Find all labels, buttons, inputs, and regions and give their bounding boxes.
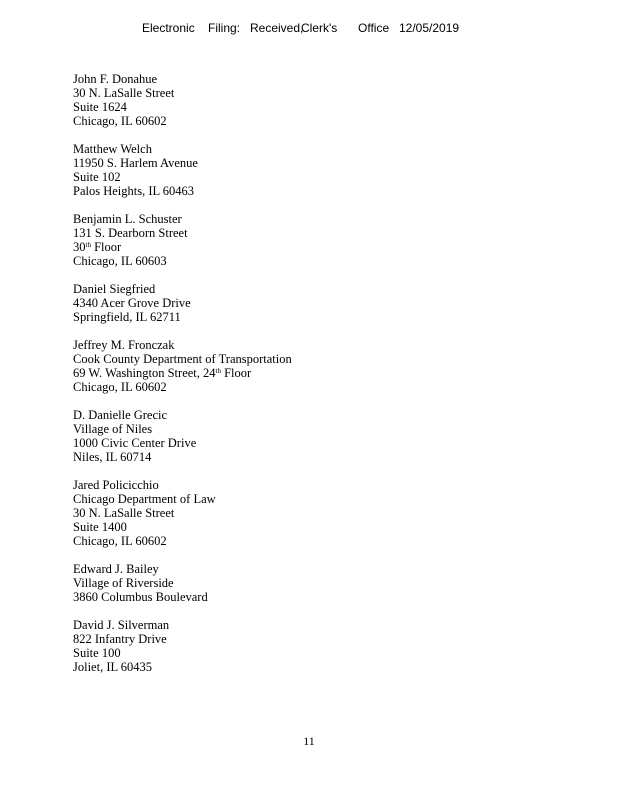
address-block [73, 478, 543, 548]
address-line: 30 N. LaSalle Street [73, 506, 175, 520]
address-line: Chicago, IL 60602 [73, 114, 167, 128]
address-block [73, 618, 543, 674]
stamp-received: Received, [250, 21, 304, 35]
stamp-date: 12/05/2019 [399, 21, 460, 35]
floor-label: Floor [224, 366, 252, 380]
floor-ordinal-suffix: th [85, 241, 91, 249]
address-line: Chicago, IL 60602 [73, 534, 167, 548]
floor-number: 30 [73, 240, 86, 254]
address-block [73, 72, 543, 128]
address-line: David J. Silverman [73, 618, 170, 632]
address-line: 30 N. LaSalle Street [73, 86, 175, 100]
page-number: 11 [303, 734, 315, 748]
address-line: Niles, IL 60714 [73, 450, 152, 464]
address-line: Suite 1624 [73, 100, 127, 114]
address-block [73, 562, 543, 604]
address-line: Cook County Department of Transportation [73, 352, 292, 366]
address-line: Matthew Welch [73, 142, 152, 156]
address-line: Palos Heights, IL 60463 [73, 184, 195, 198]
address-block [73, 282, 543, 324]
floor-number: 24 [203, 366, 216, 380]
address-line: Jared Policicchio [73, 478, 159, 492]
address-line: Chicago, IL 60603 [73, 254, 167, 268]
street-address: 69 W. Washington Street, [73, 366, 204, 380]
address-block [73, 408, 543, 464]
address-line: 131 S. Dearborn Street [73, 226, 188, 240]
address-line: Edward J. Bailey [73, 562, 159, 576]
address-block [73, 142, 543, 198]
service-list [73, 72, 543, 688]
address-block [73, 338, 543, 394]
address-line: 4340 Acer Grove Drive [73, 296, 191, 310]
address-line: 11950 S. Harlem Avenue [73, 156, 198, 170]
stamp-office: Office [358, 21, 390, 35]
address-line [73, 240, 543, 254]
address-line: Springfield, IL 62711 [73, 310, 181, 324]
address-line: Chicago, IL 60602 [73, 380, 167, 394]
address-line: Daniel Siegfried [73, 282, 156, 296]
address-line: 3860 Columbus Boulevard [73, 590, 208, 604]
stamp-electronic: Electronic [142, 21, 195, 35]
floor-ordinal-suffix: th [215, 367, 221, 375]
address-line: Village of Riverside [73, 576, 174, 590]
address-line: Suite 100 [73, 646, 121, 660]
address-line: Benjamin L. Schuster [73, 212, 182, 226]
address-line: Joliet, IL 60435 [73, 660, 153, 674]
floor-label: Floor [94, 240, 122, 254]
address-line: 822 Infantry Drive [73, 632, 167, 646]
address-line: Jeffrey M. Fronczak [73, 338, 175, 352]
address-line: Chicago Department of Law [73, 492, 216, 506]
address-line: D. Danielle Grecic [73, 408, 168, 422]
stamp-filing: Filing: [208, 21, 241, 35]
address-line: John F. Donahue [73, 72, 158, 86]
address-block [73, 212, 543, 268]
stamp-clerks: Clerk's [301, 21, 338, 35]
address-line: 1000 Civic Center Drive [73, 436, 197, 450]
address-line: Suite 102 [73, 170, 121, 184]
address-line: Suite 1400 [73, 520, 127, 534]
address-line: Village of Niles [73, 422, 153, 436]
address-line [73, 366, 543, 380]
